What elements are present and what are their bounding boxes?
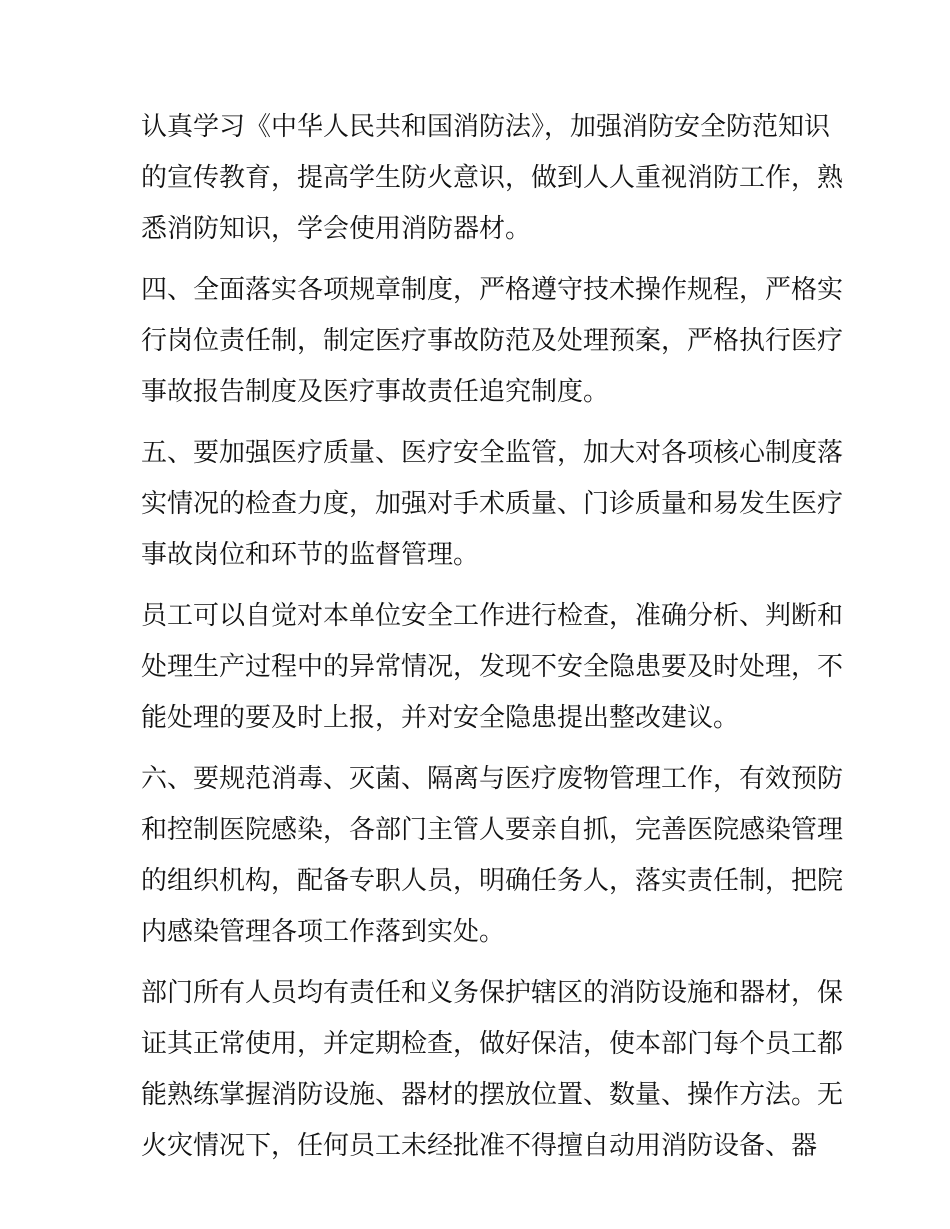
- paragraph-gap: [141, 418, 813, 428]
- paragraph-gap: [141, 958, 813, 968]
- text-line: 悉消防知识，学会使用消防器材。: [141, 214, 532, 244]
- text-line: 认真学习《中华人民共和国消防法》，加强消防安全防范知识: [141, 112, 831, 142]
- text-line: 事故岗位和环节的监督管理。: [141, 540, 480, 570]
- text-line: 证其正常使用，并定期检查，做好保洁，使本部门每个员工都: [141, 1029, 844, 1059]
- paragraph-gap: [141, 744, 813, 754]
- paragraph: [141, 754, 844, 958]
- text-line: 和控制医院感染，各部门主管人要亲自抓，完善医院感染管理: [141, 815, 844, 845]
- text-line: 实情况的检查力度，加强对手术质量、门诊质量和易发生医疗: [141, 489, 844, 519]
- text-line: 能处理的要及时上报，并对安全隐患提出整改建议。: [141, 703, 740, 733]
- document-body: [141, 102, 844, 1172]
- text-line: 四、全面落实各项规章制度，严格遵守技术操作规程，严格实: [141, 275, 844, 305]
- paragraph: [141, 102, 844, 255]
- text-line: 的组织机构，配备专职人员，明确任务人，落实责任制，把院: [141, 866, 844, 896]
- paragraph: [141, 591, 844, 744]
- text-line: 火灾情况下，任何员工未经批准不得擅自动用消防设备、器: [141, 1131, 818, 1161]
- text-line: 行岗位责任制，制定医疗事故防范及处理预案，严格执行医疗: [141, 326, 844, 356]
- paragraph: [141, 265, 844, 418]
- paragraph: [141, 428, 844, 581]
- text-line: 六、要规范消毒、灭菌、隔离与医疗废物管理工作，有效预防: [141, 764, 844, 794]
- text-line: 处理生产过程中的异常情况，发现不安全隐患要及时处理，不: [141, 652, 844, 682]
- paragraph-gap: [141, 581, 813, 591]
- text-line: 员工可以自觉对本单位安全工作进行检查，准确分析、判断和: [141, 601, 844, 631]
- text-line: 的宣传教育，提高学生防火意识，做到人人重视消防工作，熟: [141, 163, 844, 193]
- paragraph-gap: [141, 255, 813, 265]
- text-line: 五、要加强医疗质量、医疗安全监管，加大对各项核心制度落: [141, 438, 844, 468]
- paragraph: [141, 968, 844, 1172]
- text-line: 能熟练掌握消防设施、器材的摆放位置、数量、操作方法。无: [141, 1080, 844, 1110]
- text-line: 事故报告制度及医疗事故责任追究制度。: [141, 377, 610, 407]
- text-line: 内感染管理各项工作落到实处。: [141, 917, 506, 947]
- text-line: 部门所有人员均有责任和义务保护辖区的消防设施和器材，保: [141, 978, 844, 1008]
